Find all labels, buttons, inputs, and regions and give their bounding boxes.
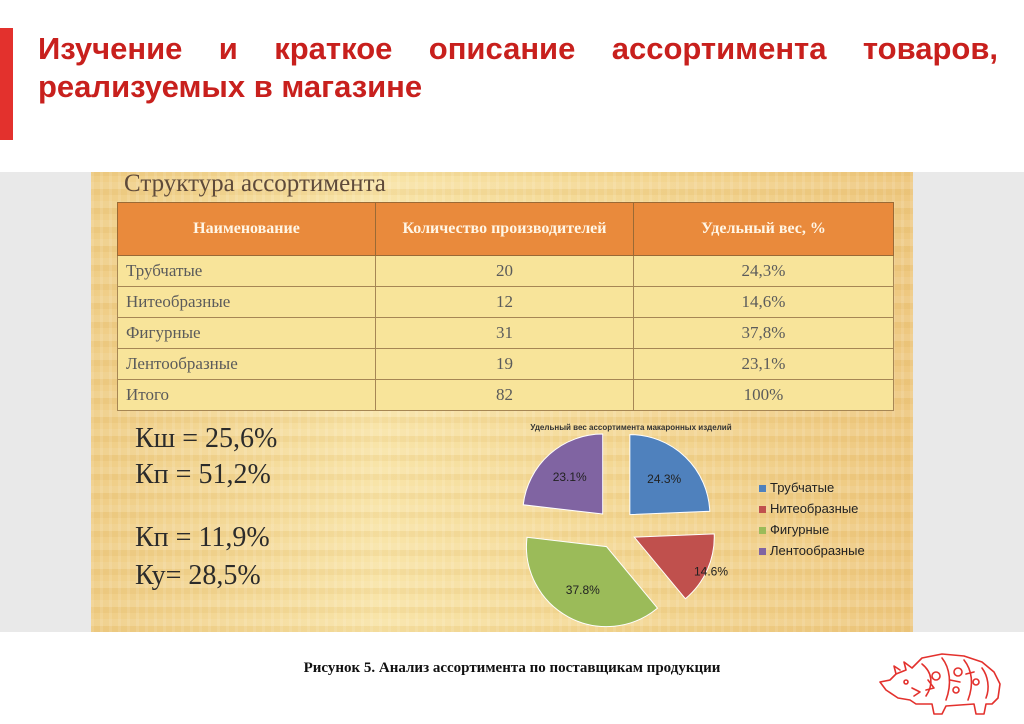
cell-count: 19 <box>376 349 634 380</box>
pie-slice <box>526 537 657 626</box>
pie-data-label: 23.1% <box>552 470 587 485</box>
table-row <box>118 256 894 287</box>
legend-swatch <box>759 506 766 513</box>
cell-share: 37,8% <box>634 318 894 349</box>
column-header-count: Количество производителей <box>376 203 634 256</box>
title-accent-bar <box>0 28 13 140</box>
chart-title: Удельный вес ассортимента макаронных изделий <box>530 423 732 432</box>
cell-name: Трубчатые <box>118 256 376 287</box>
cell-name: Нитеобразные <box>118 287 376 318</box>
table-row <box>118 287 894 318</box>
legend-entry: Фигурные <box>770 522 830 537</box>
pie-data-label: 37.8% <box>565 583 600 598</box>
column-header-name: Наименование <box>118 203 376 256</box>
page-title: Изучение и краткое описание ассортимента товаров, реализуемых в магазине <box>38 31 998 104</box>
legend-entry: Трубчатые <box>770 480 835 495</box>
table-header-row <box>118 203 894 256</box>
chart-legend <box>759 480 865 558</box>
cell-share: 24,3% <box>634 256 894 287</box>
pie-data-label: 14.6% <box>694 564 729 579</box>
coefficient-item: Кш = 25,6% <box>135 423 278 454</box>
cell-name: Лентообразные <box>118 349 376 380</box>
column-header-share: Удельный вес, % <box>634 203 894 256</box>
cell-share: 23,1% <box>634 349 894 380</box>
slide-heading: Структура ассортимента <box>124 172 386 197</box>
legend-swatch <box>759 548 766 555</box>
assortment-table <box>117 202 894 411</box>
coefficient-item: Кп = 11,9% <box>135 522 270 553</box>
cell-count: 12 <box>376 287 634 318</box>
coefficient-item: Кп = 51,2% <box>135 459 271 490</box>
figure-caption: Рисунок 5. Анализ ассортимента по поставщикам продукции <box>303 660 721 676</box>
pie-slices <box>523 434 714 627</box>
cell-name: Итого <box>118 380 376 411</box>
table-total-row <box>118 380 894 411</box>
legend-swatch <box>759 527 766 534</box>
cell-count: 82 <box>376 380 634 411</box>
table-row <box>118 349 894 380</box>
cell-count: 20 <box>376 256 634 287</box>
coefficient-item: Ку= 28,5% <box>135 560 261 591</box>
rhino-logo-icon <box>876 644 1010 718</box>
cell-share: 14,6% <box>634 287 894 318</box>
legend-entry: Лентообразные <box>770 543 865 558</box>
legend-entry: Нитеобразные <box>770 501 859 516</box>
slide-image <box>91 172 913 632</box>
cell-count: 31 <box>376 318 634 349</box>
pie-data-label: 24.3% <box>647 471 682 486</box>
cell-name: Фигурные <box>118 318 376 349</box>
table-row <box>118 318 894 349</box>
share-pie-chart <box>461 416 901 628</box>
cell-share: 100% <box>634 380 894 411</box>
legend-swatch <box>759 485 766 492</box>
